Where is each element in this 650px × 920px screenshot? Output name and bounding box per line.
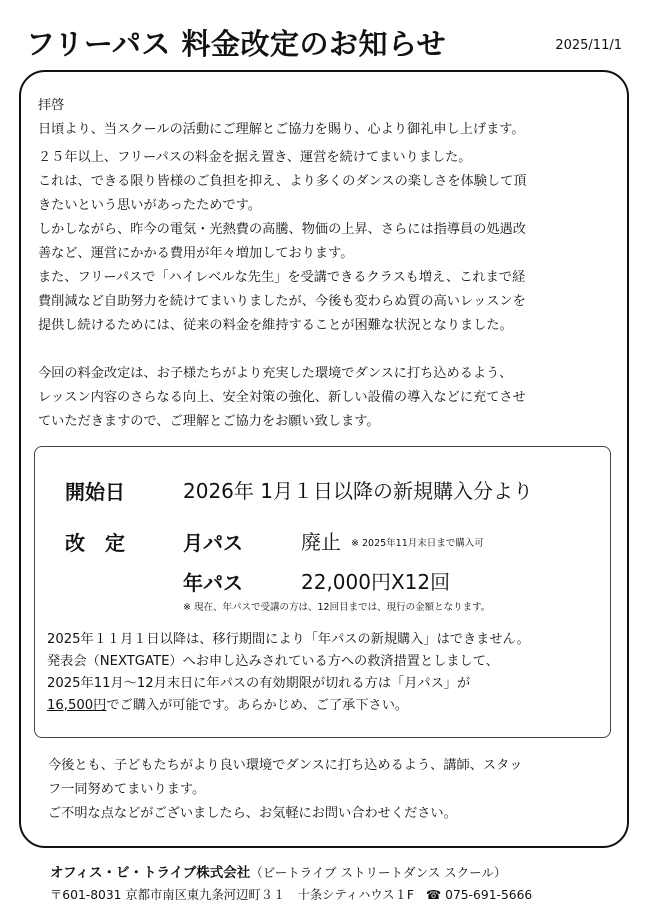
notice-date: 2025/11/1 bbox=[555, 38, 622, 53]
text-line: 費削減など自助努力を続けてまいりましたが、今後も変わらぬ質の高いレッスンを bbox=[38, 294, 526, 309]
phone-number: 075-691-5666 bbox=[445, 888, 533, 902]
text-line: きたいという思いがあったためです。 bbox=[38, 198, 261, 213]
paragraph-2 bbox=[38, 362, 613, 434]
revision-box bbox=[34, 446, 611, 738]
text-line: フ一同努めてまいります。 bbox=[48, 782, 206, 797]
closing-section bbox=[48, 754, 608, 826]
text-line: しかしながら、昨今の電気・光熱費の高騰、物価の上昇、さらには指導員の処遇改 bbox=[38, 222, 526, 237]
text-line: 発表会（NEXTGATE）へお申し込みされている方への救済措置としまして、 bbox=[47, 654, 499, 669]
yearly-pass-value: 22,000円X12回 bbox=[301, 570, 451, 594]
text-line: 提供し続けるためには、従来の料金を維持することが困難な状況となりました。 bbox=[38, 318, 513, 333]
text-line: 今回の料金改定は、お子様たちがより充実した環境でダンスに打ち込めるよう、 bbox=[38, 366, 513, 381]
text-line: また、フリーパスで「ハイレベルな先生」を受講できるクラスも増え、これまで経 bbox=[38, 270, 526, 285]
text-line: ていただきますので、ご理解とご協力をお願い致します。 bbox=[38, 414, 380, 429]
notice-tail: でご購入が可能です。あらかじめ、ご了承下さい。 bbox=[106, 698, 409, 713]
monthly-pass-note: ※ 2025年11月末日まで購入可 bbox=[351, 538, 484, 549]
text-line: 2025年１１月１日以降は、移行期間により「年パスの新規購入」はできません。 bbox=[47, 632, 530, 647]
monthly-price: 16,500円 bbox=[47, 698, 107, 713]
paragraph-1 bbox=[38, 146, 613, 338]
start-label: 開始日 bbox=[65, 480, 125, 504]
intro-section bbox=[38, 94, 613, 434]
text-line: レッスン内容のさらなる向上、安全対策の強化、新しい設備の導入などに充てさせ bbox=[38, 390, 526, 405]
text-line bbox=[47, 695, 607, 717]
revision-label: 改 定 bbox=[65, 531, 125, 555]
yearly-pass-label: 年パス bbox=[183, 571, 243, 595]
transition-notice bbox=[47, 629, 607, 717]
phone-icon: ☎ bbox=[425, 888, 442, 902]
start-value: 2026年 1月１日以降の新規購入分より bbox=[183, 479, 533, 503]
page-title: フリーパス 料金改定のお知らせ bbox=[26, 27, 447, 61]
company-name: オフィス・ビ・トライブ株式会社 bbox=[50, 865, 251, 881]
text-line: ご不明な点などがございましたら、お気軽にお問い合わせください。 bbox=[48, 806, 457, 821]
monthly-pass-value: 廃止 bbox=[301, 530, 341, 554]
text-line: 2025年11月～12月末日に年パスの有効期限が切れる方は「月パス」が bbox=[47, 676, 471, 691]
greeting: 拝啓 bbox=[38, 98, 65, 113]
address: 〒601-8031 京都市南区東九条河辺町３１ 十条シティハウス１F bbox=[50, 888, 414, 902]
text-line: 今後とも、子どもたちがより良い環境でダンスに打ち込めるよう、講師、スタッ bbox=[48, 758, 523, 773]
yearly-pass-note: ※ 現在、年パスで受講の方は、12回目までは、現行の金額となります。 bbox=[183, 602, 491, 613]
text-line: 善など、運営にかかる費用が年々増加しております。 bbox=[38, 246, 354, 261]
text-line: これは、できる限り皆様のご負担を抑え、より多くのダンスの楽しさを体験して頂 bbox=[38, 174, 527, 189]
text-line: ２５年以上、フリーパスの料金を据え置き、運営を続けてまいりました。 bbox=[38, 150, 472, 165]
monthly-pass-label: 月パス bbox=[183, 531, 243, 555]
footer bbox=[50, 861, 532, 903]
school-name: （ビートライブ ストリートダンス スクール） bbox=[250, 865, 507, 880]
opening-line: 日頃より、当スクールの活動にご理解とご協力を賜り、心より御礼申し上げます。 bbox=[38, 122, 525, 137]
